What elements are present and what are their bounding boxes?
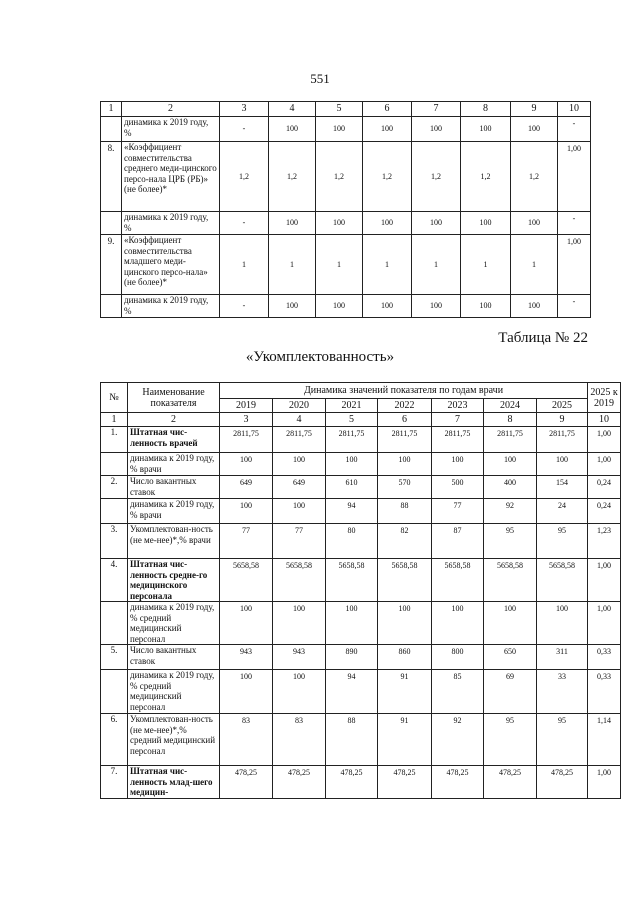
- column-number: 4: [269, 102, 316, 117]
- value-cell: 1,2: [220, 142, 269, 212]
- table-row: [101, 766, 621, 799]
- column-number: 7: [412, 102, 461, 117]
- column-number: 6: [363, 102, 412, 117]
- row-number: [101, 117, 122, 142]
- value-cell: 311: [537, 645, 588, 670]
- value-cell: 100: [316, 212, 363, 235]
- row-name: динамика к 2019 году, %: [122, 212, 220, 235]
- value-cell: -: [220, 117, 269, 142]
- value-cell: 92: [484, 499, 537, 524]
- column-number: 1: [101, 102, 122, 117]
- value-cell: 100: [412, 295, 461, 318]
- row-name: динамика к 2019 году, %: [122, 117, 220, 142]
- value-cell: 2811,75: [432, 427, 484, 453]
- row-number: 5.: [101, 645, 128, 670]
- column-number-row: [101, 413, 621, 427]
- value-cell: 610: [326, 476, 378, 499]
- row-name: динамика к 2019 году, % врачи: [128, 453, 220, 476]
- column-number: 3: [220, 413, 273, 427]
- value-cell: 100: [363, 212, 412, 235]
- value-cell: 94: [326, 499, 378, 524]
- table-row: [101, 645, 621, 670]
- value-cell: 83: [273, 714, 326, 766]
- column-number: 8: [484, 413, 537, 427]
- value-cell: 100: [220, 602, 273, 645]
- value-cell: 100: [432, 602, 484, 645]
- value-cell: 1,2: [269, 142, 316, 212]
- value-cell: 5658,58: [378, 559, 432, 602]
- value-cell: 100: [269, 295, 316, 318]
- header-name: Наименование показателя: [128, 383, 220, 413]
- ratio-cell: 1,00: [588, 602, 621, 645]
- value-cell: 87: [432, 524, 484, 559]
- value-cell: 100: [269, 212, 316, 235]
- row-number: [101, 212, 122, 235]
- value-cell: -: [220, 295, 269, 318]
- value-cell: 800: [432, 645, 484, 670]
- value-cell: 5658,58: [273, 559, 326, 602]
- ratio-cell: -: [558, 212, 591, 235]
- value-cell: 100: [273, 602, 326, 645]
- row-name: динамика к 2019 году, % врачи: [128, 499, 220, 524]
- value-cell: 100: [363, 295, 412, 318]
- ratio-cell: 1,00: [588, 766, 621, 799]
- value-cell: 1: [220, 235, 269, 295]
- value-cell: 24: [537, 499, 588, 524]
- column-number: 6: [378, 413, 432, 427]
- column-number: 5: [316, 102, 363, 117]
- value-cell: 95: [537, 524, 588, 559]
- value-cell: 100: [363, 117, 412, 142]
- value-cell: 100: [511, 295, 558, 318]
- value-cell: 5658,58: [326, 559, 378, 602]
- ratio-cell: 1,14: [588, 714, 621, 766]
- row-number: [101, 670, 128, 714]
- column-number: 3: [220, 102, 269, 117]
- value-cell: 1,2: [363, 142, 412, 212]
- value-cell: 1,2: [412, 142, 461, 212]
- value-cell: 100: [269, 117, 316, 142]
- table-header-row: [101, 383, 621, 399]
- header-group: Динамика значений показателя по годам врачи: [220, 383, 588, 399]
- ratio-cell: 1,00: [588, 559, 621, 602]
- value-cell: 88: [326, 714, 378, 766]
- ratio-cell: 1,00: [558, 235, 591, 295]
- ratio-cell: 1,23: [588, 524, 621, 559]
- value-cell: 77: [273, 524, 326, 559]
- row-number: 2.: [101, 476, 128, 499]
- value-cell: 94: [326, 670, 378, 714]
- value-cell: 92: [432, 714, 484, 766]
- row-number: 1.: [101, 427, 128, 453]
- value-cell: 2811,75: [220, 427, 273, 453]
- value-cell: 650: [484, 645, 537, 670]
- column-number: 8: [461, 102, 511, 117]
- value-cell: 100: [537, 602, 588, 645]
- value-cell: 1: [316, 235, 363, 295]
- column-number: 5: [326, 413, 378, 427]
- table-row: [101, 453, 621, 476]
- value-cell: 100: [412, 212, 461, 235]
- value-cell: 1,2: [316, 142, 363, 212]
- value-cell: 943: [220, 645, 273, 670]
- row-number: 4.: [101, 559, 128, 602]
- value-cell: 100: [326, 453, 378, 476]
- value-cell: 100: [316, 295, 363, 318]
- value-cell: 100: [273, 453, 326, 476]
- ratio-cell: -: [558, 117, 591, 142]
- value-cell: 1,2: [461, 142, 511, 212]
- value-cell: 91: [378, 670, 432, 714]
- value-cell: 100: [484, 453, 537, 476]
- value-cell: 5658,58: [537, 559, 588, 602]
- value-cell: 890: [326, 645, 378, 670]
- ratio-cell: -: [558, 295, 591, 318]
- year-cell: 2019: [220, 399, 273, 413]
- row-number: [101, 295, 122, 318]
- value-cell: 85: [432, 670, 484, 714]
- year-cell: 2022: [378, 399, 432, 413]
- value-cell: 478,25: [326, 766, 378, 799]
- ratio-cell: 0,24: [588, 499, 621, 524]
- value-cell: 1: [511, 235, 558, 295]
- row-name: Число вакантных ставок: [128, 476, 220, 499]
- ratio-cell: 1,00: [558, 142, 591, 212]
- value-cell: 400: [484, 476, 537, 499]
- value-cell: 478,25: [273, 766, 326, 799]
- year-cell: 2021: [326, 399, 378, 413]
- row-name: динамика к 2019 году, % средний медицинский персонал: [128, 602, 220, 645]
- row-name: Укомплектован-ность (не ме-нее)*,% средний медицинский персонал: [128, 714, 220, 766]
- value-cell: 649: [220, 476, 273, 499]
- value-cell: 1: [461, 235, 511, 295]
- value-cell: 82: [378, 524, 432, 559]
- value-cell: 88: [378, 499, 432, 524]
- value-cell: 2811,75: [326, 427, 378, 453]
- table-row: [101, 142, 591, 212]
- table-row: [101, 476, 621, 499]
- value-cell: 100: [412, 117, 461, 142]
- value-cell: 478,25: [537, 766, 588, 799]
- ratio-cell: 1,00: [588, 427, 621, 453]
- table-caption-title: «Укомплектованность»: [245, 349, 395, 365]
- value-cell: 100: [273, 670, 326, 714]
- value-cell: 100: [326, 602, 378, 645]
- value-cell: 2811,75: [484, 427, 537, 453]
- value-cell: 478,25: [378, 766, 432, 799]
- value-cell: 100: [378, 602, 432, 645]
- value-cell: 2811,75: [273, 427, 326, 453]
- column-number: 9: [537, 413, 588, 427]
- value-cell: 77: [432, 499, 484, 524]
- value-cell: 570: [378, 476, 432, 499]
- column-number: 7: [432, 413, 484, 427]
- value-cell: 1: [412, 235, 461, 295]
- column-number: 4: [273, 413, 326, 427]
- table-row: [101, 235, 591, 295]
- value-cell: 500: [432, 476, 484, 499]
- value-cell: 478,25: [484, 766, 537, 799]
- value-cell: 91: [378, 714, 432, 766]
- table-row: [101, 670, 621, 714]
- value-cell: 100: [316, 117, 363, 142]
- year-cell: 2023: [432, 399, 484, 413]
- table-header-row: [101, 102, 591, 117]
- column-number: 9: [511, 102, 558, 117]
- value-cell: 69: [484, 670, 537, 714]
- value-cell: 100: [511, 212, 558, 235]
- row-number: [101, 602, 128, 645]
- row-name: Штатная чис-ленность млад-шего медицин-: [128, 766, 220, 799]
- table-row: [101, 714, 621, 766]
- ratio-cell: 0,33: [588, 645, 621, 670]
- ratio-cell: 0,24: [588, 476, 621, 499]
- year-cell: 2024: [484, 399, 537, 413]
- header-last: 2025 к 2019: [588, 383, 621, 413]
- continued-table: [100, 101, 591, 318]
- value-cell: 943: [273, 645, 326, 670]
- value-cell: 100: [220, 453, 273, 476]
- value-cell: 154: [537, 476, 588, 499]
- table-row: [101, 524, 621, 559]
- row-number: 8.: [101, 142, 122, 212]
- column-number: 1: [101, 413, 128, 427]
- value-cell: 80: [326, 524, 378, 559]
- row-number: 3.: [101, 524, 128, 559]
- value-cell: 95: [484, 714, 537, 766]
- value-cell: 1,2: [511, 142, 558, 212]
- row-name: «Коэффициент совместительства младшего меди-цинского персо-нала» (не более)*: [122, 235, 220, 295]
- table-row: [101, 212, 591, 235]
- table-row: [101, 602, 621, 645]
- value-cell: 100: [461, 295, 511, 318]
- value-cell: 100: [378, 453, 432, 476]
- value-cell: 100: [461, 212, 511, 235]
- table-row: [101, 559, 621, 602]
- row-name: динамика к 2019 году, %: [122, 295, 220, 318]
- year-cell: 2020: [273, 399, 326, 413]
- value-cell: 77: [220, 524, 273, 559]
- value-cell: 478,25: [432, 766, 484, 799]
- staffing-table: [100, 382, 621, 799]
- value-cell: 100: [461, 117, 511, 142]
- row-number: 7.: [101, 766, 128, 799]
- table-row: [101, 117, 591, 142]
- row-number: 9.: [101, 235, 122, 295]
- value-cell: 100: [220, 499, 273, 524]
- row-name: «Коэффициент совместительства среднего меди-цинского персо-нала ЦРБ (РБ)» (не более)*: [122, 142, 220, 212]
- value-cell: -: [220, 212, 269, 235]
- value-cell: 860: [378, 645, 432, 670]
- column-number: 10: [588, 413, 621, 427]
- ratio-cell: 0,33: [588, 670, 621, 714]
- value-cell: 100: [273, 499, 326, 524]
- value-cell: 478,25: [220, 766, 273, 799]
- column-number: 10: [558, 102, 591, 117]
- value-cell: 100: [220, 670, 273, 714]
- value-cell: 100: [432, 453, 484, 476]
- value-cell: 95: [484, 524, 537, 559]
- value-cell: 100: [511, 117, 558, 142]
- year-cell: 2025: [537, 399, 588, 413]
- value-cell: 83: [220, 714, 273, 766]
- row-number: 6.: [101, 714, 128, 766]
- row-number: [101, 453, 128, 476]
- table-row: [101, 427, 621, 453]
- value-cell: 1: [269, 235, 316, 295]
- table-row: [101, 295, 591, 318]
- header-no: №: [101, 383, 128, 413]
- value-cell: 100: [484, 602, 537, 645]
- row-number: [101, 499, 128, 524]
- row-name: Укомплектован-ность (не ме-нее)*,% врачи: [128, 524, 220, 559]
- value-cell: 100: [537, 453, 588, 476]
- table-row: [101, 499, 621, 524]
- value-cell: 649: [273, 476, 326, 499]
- row-name: Штатная чис-ленность средне-го медицинского персонала: [128, 559, 220, 602]
- column-number: 2: [128, 413, 220, 427]
- value-cell: 2811,75: [378, 427, 432, 453]
- value-cell: 2811,75: [537, 427, 588, 453]
- value-cell: 5658,58: [220, 559, 273, 602]
- value-cell: 5658,58: [432, 559, 484, 602]
- value-cell: 33: [537, 670, 588, 714]
- value-cell: 5658,58: [484, 559, 537, 602]
- value-cell: 1: [363, 235, 412, 295]
- row-name: Число вакантных ставок: [128, 645, 220, 670]
- ratio-cell: 1,00: [588, 453, 621, 476]
- value-cell: 95: [537, 714, 588, 766]
- page-number: 551: [310, 71, 330, 86]
- table-caption-number: Таблица № 22: [498, 330, 588, 346]
- row-name: динамика к 2019 году, % средний медицинский персонал: [128, 670, 220, 714]
- column-number: 2: [122, 102, 220, 117]
- row-name: Штатная чис-ленность врачей: [128, 427, 220, 453]
